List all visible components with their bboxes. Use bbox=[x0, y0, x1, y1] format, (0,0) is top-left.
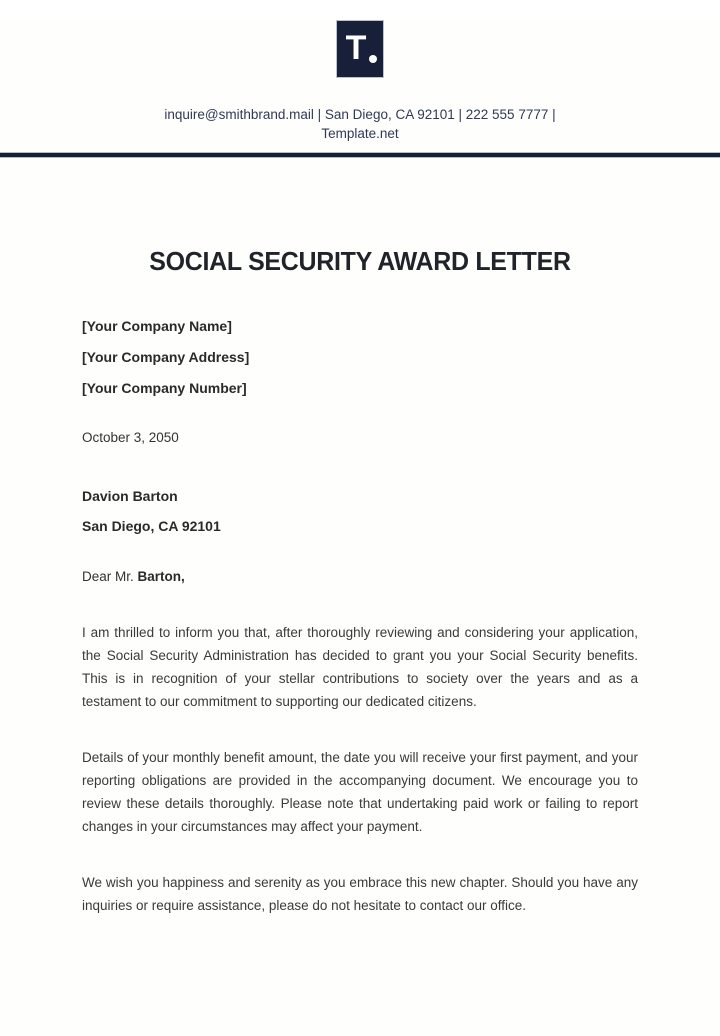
letterhead bbox=[0, 20, 720, 143]
contact-line-2: Template.net bbox=[321, 126, 399, 141]
company-block bbox=[82, 311, 638, 404]
recipient-name: Davion Barton bbox=[82, 488, 178, 504]
contact-line-1: inquire@smithbrand.mail | San Diego, CA 92101 | 222 555 7777 | bbox=[164, 107, 556, 122]
recipient-block bbox=[82, 481, 638, 541]
logo-dot-icon bbox=[369, 55, 377, 63]
header-divider bbox=[0, 152, 720, 158]
recipient-city: San Diego, CA 92101 bbox=[82, 518, 221, 534]
company-number-placeholder: [Your Company Number] bbox=[82, 380, 247, 396]
salutation bbox=[82, 566, 638, 588]
letter-title: SOCIAL SECURITY AWARD LETTER bbox=[149, 246, 571, 276]
letter-date: October 3, 2050 bbox=[82, 430, 179, 445]
letter-page bbox=[0, 20, 720, 1036]
paragraph-2: Details of your monthly benefit amount, the date you will receive your first payment, and your reporting obligations are provided in the accompanying document. We encourage you to review these details thoroughly. Please note that undertaking paid work or failing to report changes in your circumstances may affect your payment. bbox=[82, 750, 638, 834]
logo-letter: T bbox=[345, 29, 366, 67]
salutation-name: Barton, bbox=[137, 569, 185, 584]
contact-info bbox=[0, 105, 720, 143]
company-name-placeholder: [Your Company Name] bbox=[82, 318, 232, 334]
brand-logo bbox=[336, 20, 384, 78]
letter-body bbox=[0, 246, 720, 917]
paragraph-1: I am thrilled to inform you that, after thoroughly reviewing and considering your application, the Social Security Administration has decided to grant you your Social Security benefits. This is in recognition of your stellar contributions to society over the years and as a testament to our commitment to supporting our dedicated citizens. bbox=[82, 625, 638, 709]
paragraph-3: We wish you happiness and serenity as you embrace this new chapter. Should you have any inquiries or require assistance, please do not hesitate to contact our office. bbox=[82, 875, 638, 913]
company-address-placeholder: [Your Company Address] bbox=[82, 349, 250, 365]
salutation-prefix: Dear Mr. bbox=[82, 569, 138, 584]
